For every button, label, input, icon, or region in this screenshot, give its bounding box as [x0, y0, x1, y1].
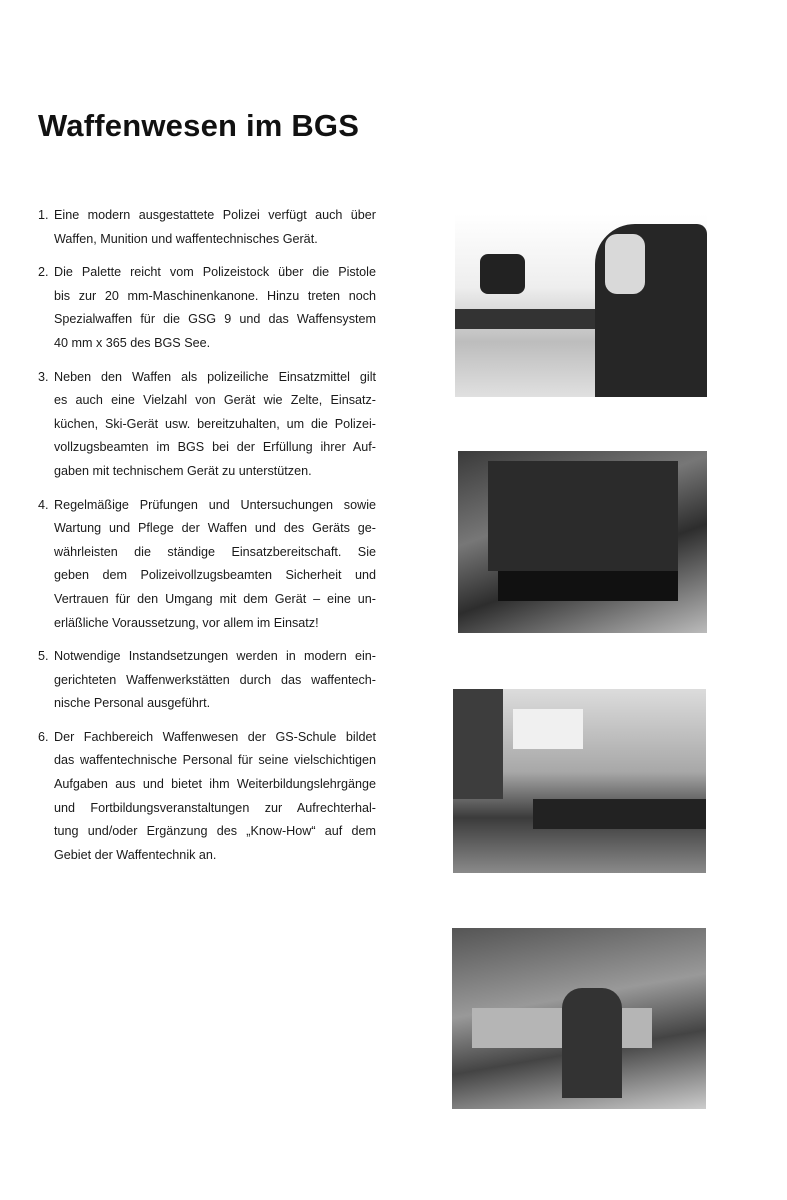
item-text-line: und Fortbildungsveranstaltungen zur Aufrechterhal-: [54, 800, 376, 815]
item-text-line: vollzugsbeamten im BGS bei der Erfüllung ihrer Auf-: [54, 440, 376, 455]
photo-officer-aiming-rifle-with-scope: [455, 214, 707, 397]
list-item: [38, 204, 376, 251]
photo-equipment-truck: [458, 451, 707, 633]
item-text-line: Notwendige Instandsetzungen werden in modern ein-: [54, 649, 376, 664]
item-text-line: nische Personal ausgeführt.: [54, 696, 211, 711]
item-number: 1.: [38, 208, 49, 222]
item-text-line: Aufgaben aus und bietet ihm Weiterbildungslehrgänge: [54, 777, 376, 792]
list-item: [38, 645, 376, 716]
item-number: 3.: [38, 369, 49, 384]
item-text-line: Vertrauen für den Umgang mit dem Gerät – eine un-: [54, 591, 376, 606]
item-text-line: Gebiet der Waffentechnik an.: [54, 847, 217, 862]
item-text-line: Spezialwaffen für die GSG 9 und das Waffensystem: [54, 312, 376, 327]
photo-weapons-workshop: [453, 689, 706, 873]
item-text-line: erläßliche Voraussetzung, vor allem im Einsatz!: [54, 615, 319, 630]
item-text-line: das waffentechnische Personal für seine vielschichtigen: [54, 753, 376, 768]
page-title: Waffenwesen im BGS: [38, 108, 360, 143]
item-text-line: Die Palette reicht vom Polizeistock über die Pistole: [54, 265, 376, 280]
item-text-line: es auch eine Vielzahl von Gerät wie Zelte, Einsatz-: [54, 393, 376, 408]
item-text-line: Wartung und Pflege der Waffen und des Geräts ge-: [54, 521, 376, 536]
item-text-line: Eine modern ausgestattete Polizei verfügt auch über: [54, 208, 376, 222]
item-text-line: tung und/oder Ergänzung des „Know-How“ auf dem: [54, 824, 376, 839]
item-text-line: 40 mm x 365 des BGS See.: [54, 335, 211, 350]
item-text-line: währleisten die ständige Einsatzbereitschaft. Sie: [54, 544, 376, 559]
item-number: 4.: [38, 497, 49, 512]
list-item: [38, 726, 376, 868]
item-number: 6.: [38, 729, 49, 744]
list-item: [38, 261, 376, 355]
item-number: 2.: [38, 265, 49, 280]
numbered-list: [38, 204, 376, 877]
item-text-line: gerichteten Waffenwerkstätten durch das waffentech-: [54, 672, 376, 687]
item-text-line: Waffen, Munition und waffentechnisches Gerät.: [54, 231, 318, 246]
list-item: [38, 366, 376, 484]
item-text-line: bis zur 20 mm-Maschinenkanone. Hinzu treten noch: [54, 288, 376, 303]
list-item: [38, 494, 376, 636]
item-text-line: Der Fachbereich Waffenwesen der GS-Schule bildet: [54, 729, 376, 744]
item-number: 5.: [38, 649, 49, 664]
photo-workshop-technicians: [452, 928, 706, 1109]
item-text-line: Neben den Waffen als polizeiliche Einsatzmittel gilt: [54, 369, 376, 384]
item-text-line: gaben mit technischem Gerät zu unterstützen.: [54, 463, 312, 478]
item-text-line: Regelmäßige Prüfungen und Untersuchungen sowie: [54, 497, 376, 512]
item-text-line: küchen, Ski-Gerät usw. bereitzuhalten, um die Polizei-: [54, 416, 376, 431]
item-text-line: geben dem Polizeivollzugsbeamten Sicherheit und: [54, 568, 376, 583]
